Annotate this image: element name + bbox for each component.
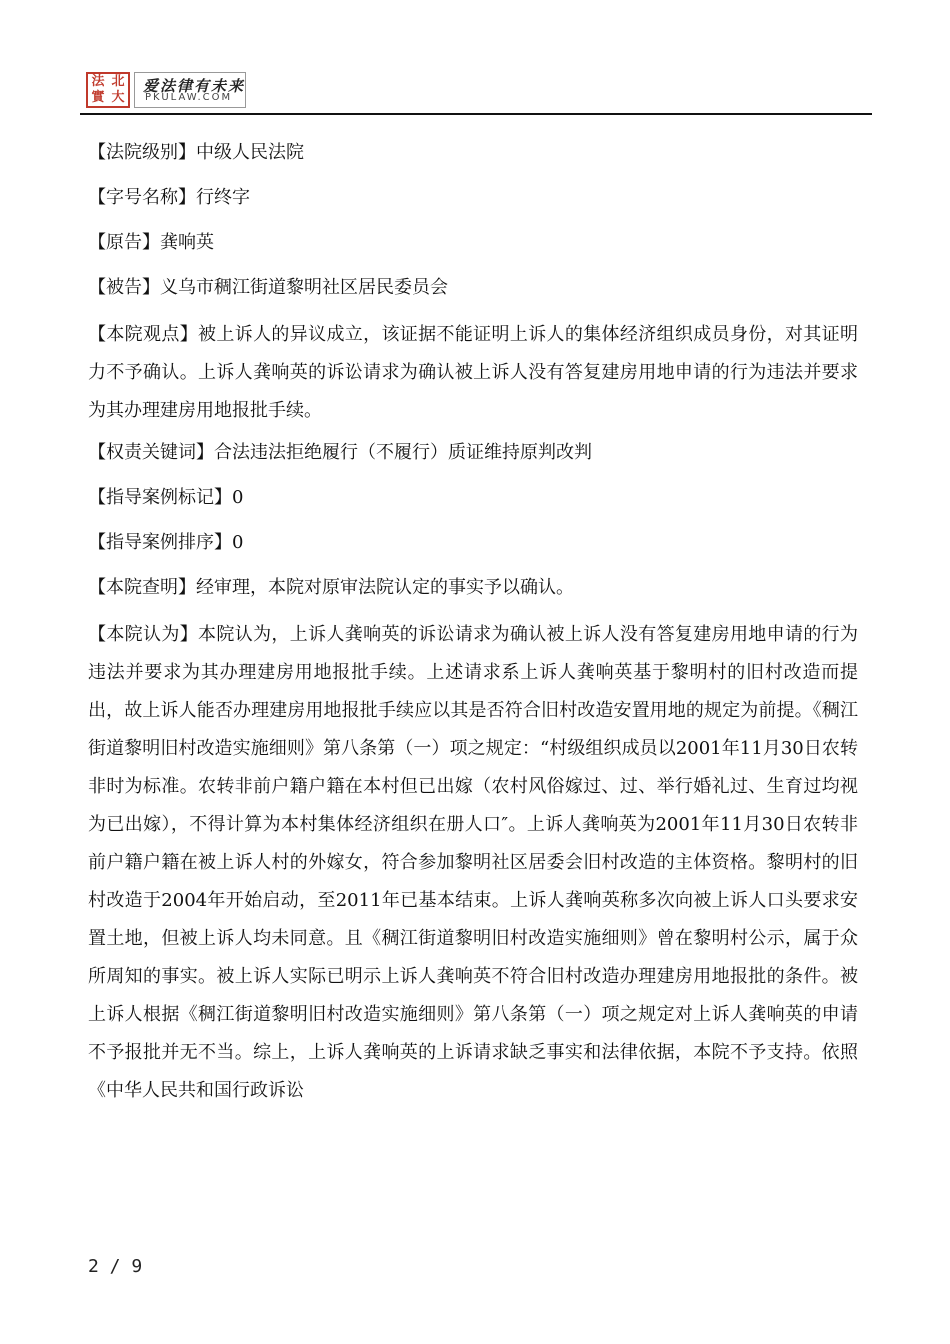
findings-field: 【本院查明】经审理，本院对原审法院认定的事实予以确认。 [88,577,574,598]
logo-char: 法 [91,74,105,89]
page-number: 2 / 9 [88,1256,143,1277]
court-holding-paragraph: 【本院认为】本院认为，上诉人龚响英的诉讼请求为确认被上诉人没有答复建房用地申请的行为违法并要求为其办理建房用地报批手续。上述请求系上诉人龚响英基于黎明村的旧村改造而提出，故上诉人能否办理建房用地报批手续应以其是否符合旧村改造安置用地的规定为前提。《稠江街道黎明旧村改造实施细则》第八条第（一）项之规定：“村级组织成员以2001年11月30日农转非时为标准。农转非前户籍户籍在本村但已出嫁（农村风俗嫁过、过、举行婚礼过、生育过均视为已出嫁），不得计算为本村集体经济组织在册人口″。上诉人龚响英为2001年11月30日农转非前户籍户籍在被上诉人村的外嫁女，符合参加黎明社区居委会旧村改造的主体资格。黎明村的旧村改造于2004年开始启动，至2011年已基本结束。上诉人龚响英称多次向被上诉人口头要求安置土地，但被上诉人均未同意。且《稠江街道黎明旧村改造实施细则》曾在黎明村公示，属于众所周知的事实。被上诉人实际已明示上诉人龚响英不符合旧村改造办理建房用地报批的条件。被上诉人根据《稠江街道黎明旧村改造实施细则》第八条第（一）项之规定对上诉人龚响英的申请不予报批并无不当。综上，上诉人龚响英的上诉请求缺乏事实和法律依据，本院不予支持。依照《中华人民共和国行政诉讼 [88,624,858,1101]
pkulaw-seal-logo [86,72,130,108]
logo-site: PKULAW.COM [145,92,233,103]
guiding-mark-field: 【指导案例标记】0 [88,487,244,508]
guiding-order-field: 【指导案例排序】0 [88,532,244,553]
logo-char: 大 [111,90,125,105]
logo-slogan: 爱法律有未来 [143,77,246,95]
keywords-field: 【权责关键词】合法违法拒绝履行（不履行）质证维持原判改判 [88,442,592,463]
defendant-field: 【被告】义乌市稠江街道黎明社区居民委员会 [88,277,448,298]
logo-char: 北 [111,74,125,89]
case-type-field: 【字号名称】行终字 [88,187,250,208]
court-view-paragraph: 【本院观点】被上诉人的异议成立，该证据不能证明上诉人的集体经济组织成员身份，对其证明力不予确认。上诉人龚响英的诉讼请求为确认被上诉人没有答复建房用地申请的行为违法并要求为其办理建房用地报批手续。 [88,324,858,421]
page-header [0,0,950,120]
plaintiff-field: 【原告】龚响英 [88,232,214,253]
header-divider [80,113,872,115]
pkulaw-wordmark [134,72,246,108]
document-body [88,130,858,1110]
logo-char: 實 [91,90,105,105]
court-level-field: 【法院级别】中级人民法院 [88,142,304,163]
